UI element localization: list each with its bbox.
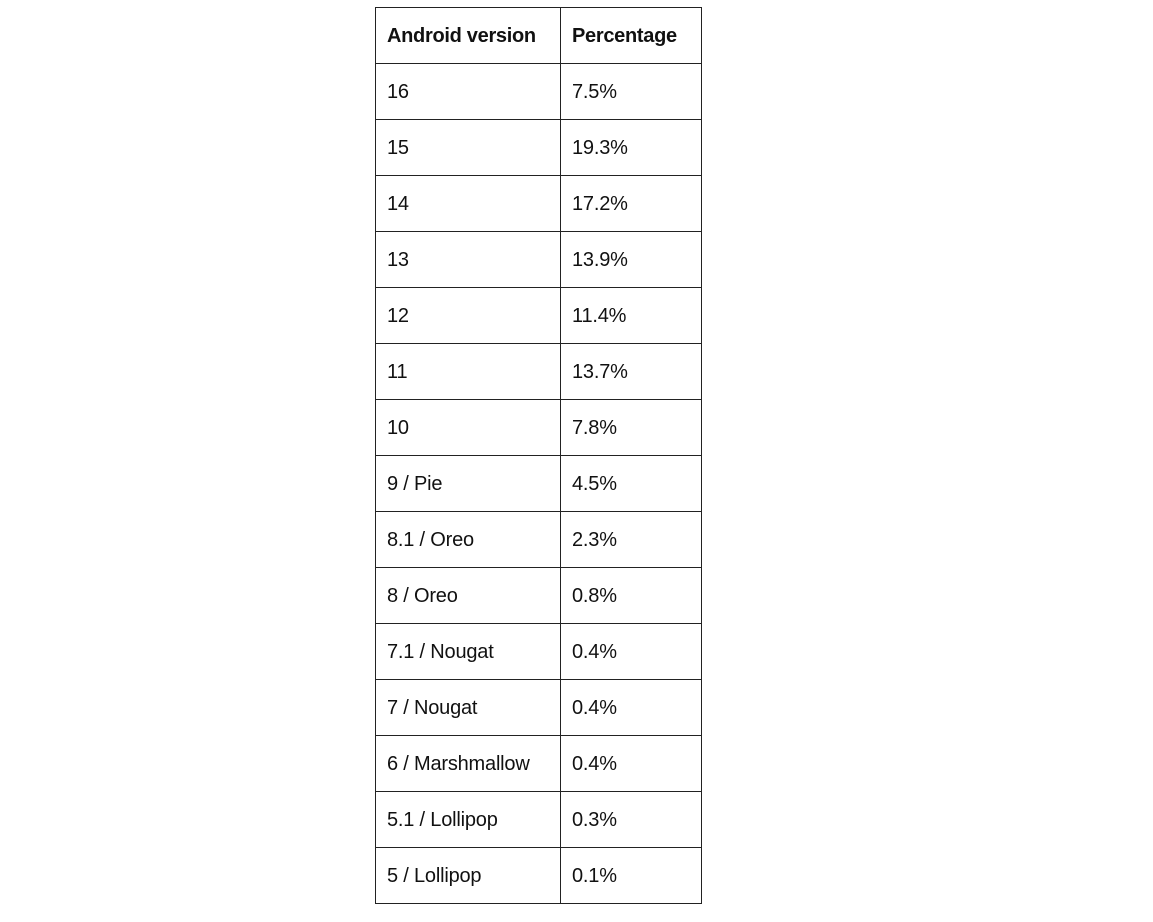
cell-percentage: 0.8% [561, 568, 702, 624]
cell-android-version: 5 / Lollipop [376, 848, 561, 904]
table-row [376, 736, 702, 792]
cell-android-version: 12 [376, 288, 561, 344]
cell-percentage: 2.3% [561, 512, 702, 568]
table-row [376, 64, 702, 120]
cell-percentage: 4.5% [561, 456, 702, 512]
table-row [376, 792, 702, 848]
cell-percentage: 19.3% [561, 120, 702, 176]
cell-android-version: 11 [376, 344, 561, 400]
cell-percentage: 0.1% [561, 848, 702, 904]
table-row [376, 232, 702, 288]
cell-percentage: 0.4% [561, 624, 702, 680]
cell-android-version: 8 / Oreo [376, 568, 561, 624]
android-distribution-table-container [375, 7, 701, 904]
table-row [376, 848, 702, 904]
table-row [376, 288, 702, 344]
cell-android-version: 15 [376, 120, 561, 176]
cell-android-version: 6 / Marshmallow [376, 736, 561, 792]
table-row [376, 176, 702, 232]
cell-android-version: 10 [376, 400, 561, 456]
cell-percentage: 13.7% [561, 344, 702, 400]
table-body [376, 64, 702, 904]
table-row [376, 120, 702, 176]
cell-android-version: 8.1 / Oreo [376, 512, 561, 568]
header-android-version: Android version [376, 8, 561, 64]
cell-android-version: 13 [376, 232, 561, 288]
cell-percentage: 13.9% [561, 232, 702, 288]
cell-percentage: 7.8% [561, 400, 702, 456]
cell-android-version: 5.1 / Lollipop [376, 792, 561, 848]
table-row [376, 512, 702, 568]
table-header-row [376, 8, 702, 64]
cell-android-version: 7.1 / Nougat [376, 624, 561, 680]
cell-android-version: 16 [376, 64, 561, 120]
cell-percentage: 7.5% [561, 64, 702, 120]
table-row [376, 344, 702, 400]
cell-android-version: 14 [376, 176, 561, 232]
cell-android-version: 7 / Nougat [376, 680, 561, 736]
cell-android-version: 9 / Pie [376, 456, 561, 512]
cell-percentage: 0.3% [561, 792, 702, 848]
android-distribution-table [375, 7, 702, 904]
table-row [376, 568, 702, 624]
cell-percentage: 17.2% [561, 176, 702, 232]
cell-percentage: 0.4% [561, 680, 702, 736]
cell-percentage: 11.4% [561, 288, 702, 344]
table-row [376, 400, 702, 456]
table-row [376, 624, 702, 680]
cell-percentage: 0.4% [561, 736, 702, 792]
table-row [376, 456, 702, 512]
header-percentage: Percentage [561, 8, 702, 64]
table-row [376, 680, 702, 736]
